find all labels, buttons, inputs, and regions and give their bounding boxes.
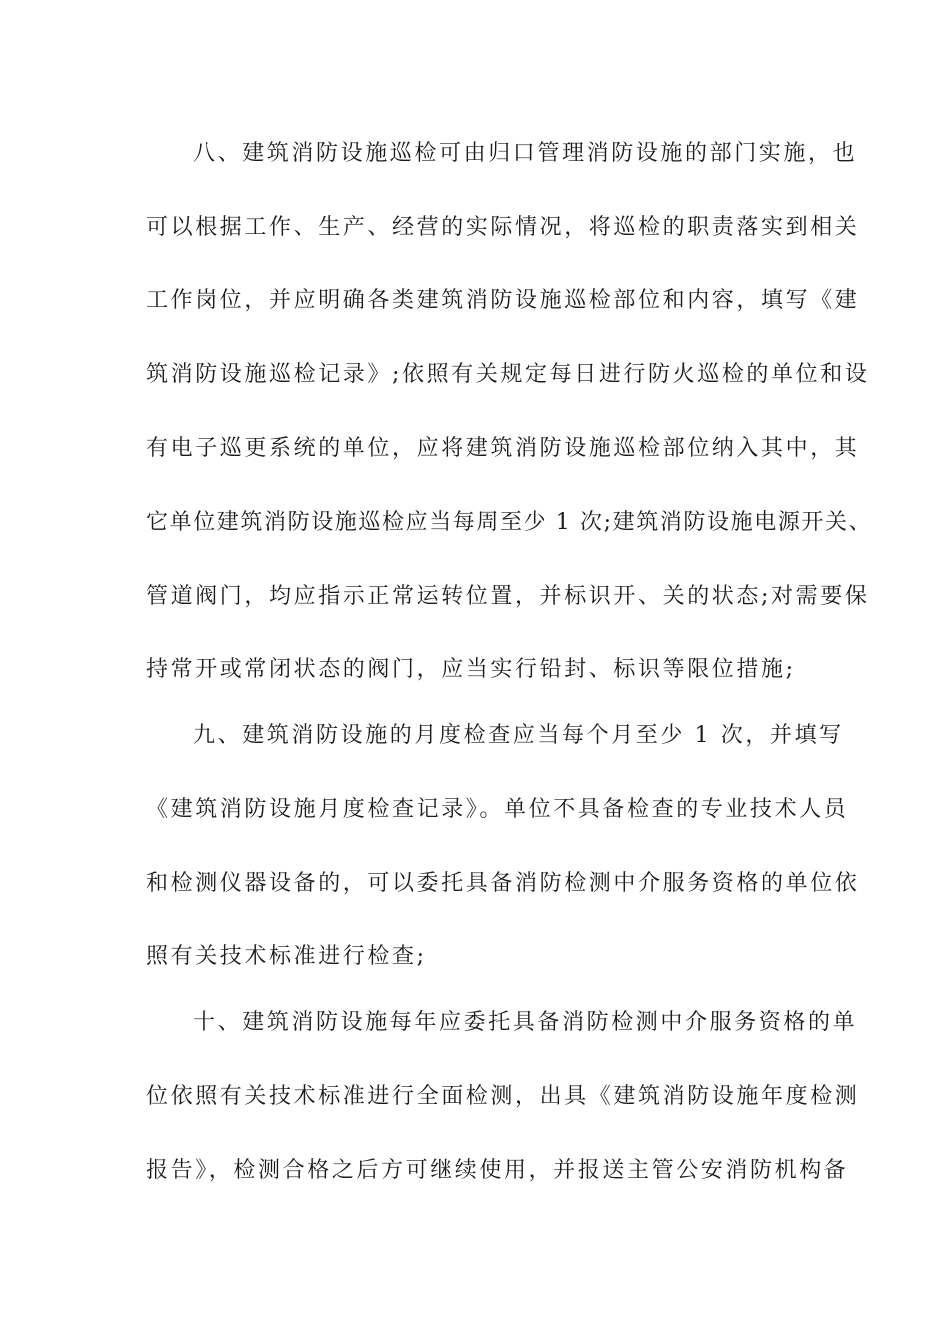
text-line-4: 筑消防设施巡检记录》;依照有关规定每日进行防火巡检的单位和设 xyxy=(146,362,870,387)
text-line-1: 八、建筑消防设施巡检可由归口管理消防设施的部门实施，也 xyxy=(193,141,858,166)
text-line-8: 持常开或常闭状态的阀门，应当实行铅封、标识等限位措施; xyxy=(146,657,796,682)
text-line-12: 照有关技术标准进行检查; xyxy=(146,944,427,969)
text-line-10: 《建筑消防设施月度检查记录》。单位不具备检查的专业技术人员 xyxy=(146,797,849,822)
text-line-6: 它单位建筑消防设施巡检应当每周至少 1 次;建筑消防设施电源开关、 xyxy=(146,510,873,535)
text-line-11: 和检测仪器设备的，可以委托具备消防检测中介服务资格的单位依 xyxy=(146,871,860,896)
text-line-9: 九、建筑消防设施的月度检查应当每个月至少 1 次，并填写 xyxy=(193,723,844,748)
text-line-14: 位依照有关技术标准进行全面检测，出具《建筑消防设施年度检测 xyxy=(146,1084,860,1109)
text-line-3: 工作岗位，并应明确各类建筑消防设施巡检部位和内容，填写《建 xyxy=(146,288,860,313)
text-line-7: 管道阀门，均应指示正常运转位置，并标识开、关的状态;对需要保 xyxy=(146,584,870,609)
text-line-2: 可以根据工作、生产、经营的实际情况，将巡检的职责落实到相关 xyxy=(146,215,860,240)
text-line-5: 有电子巡更系统的单位，应将建筑消防设施巡检部位纳入其中，其 xyxy=(146,436,860,461)
text-line-13: 十、建筑消防设施每年应委托具备消防检测中介服务资格的单 xyxy=(193,1010,858,1035)
text-line-15: 报告》，检测合格之后方可继续使用，并报送主管公安消防机构备 xyxy=(146,1158,849,1183)
